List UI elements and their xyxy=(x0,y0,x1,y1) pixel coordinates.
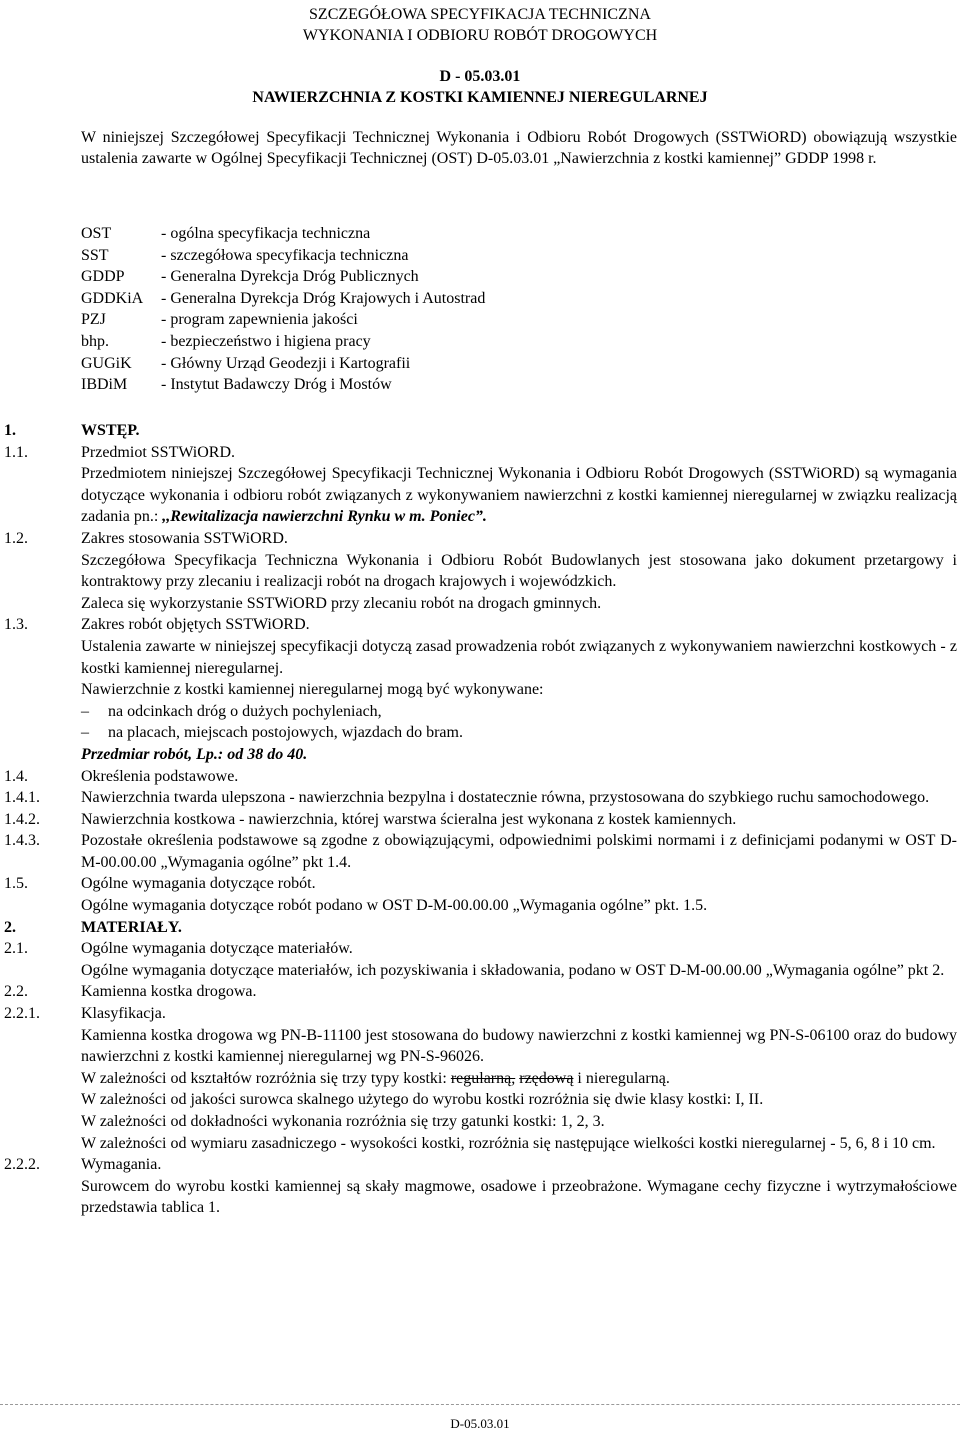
dash-bullet: – xyxy=(81,724,89,742)
list-item: – na odcinkach dróg o dużych pochyleniach, xyxy=(81,701,957,723)
section-number: 1.5. xyxy=(4,875,28,893)
section-1-1-body xyxy=(0,463,960,528)
section-number: 1.2. xyxy=(4,529,28,547)
paragraph: Pozostałe określenia podstawowe są zgodne z obowiązującymi, odpowiednimi polskimi normami i z definicjami podanymi w OST D-M-00.00.00 „Wymagania ogólne” pkt 1.4. xyxy=(81,832,957,871)
section-number: 2.2. xyxy=(4,983,28,1001)
section-1-4-1 xyxy=(0,787,960,809)
paragraph: Nawierzchnia twarda ulepszona - nawierzchnia bezpylna i dostatecznie równa, przystosowana do szybkiego ruchu samochodowego. xyxy=(81,789,930,807)
section-2-2-1-heading xyxy=(0,1003,960,1025)
section-number: 2.2.1. xyxy=(4,1005,40,1023)
section-number: 2.2.2. xyxy=(4,1156,40,1174)
struck-text: regularną, xyxy=(450,1069,516,1087)
abbreviation-row xyxy=(81,309,485,331)
abbr-value: - bezpieczeństwo i higiena pracy xyxy=(161,332,371,350)
paragraph: Nawierzchnie z kostki kamiennej nieregularnej mogą być wykonywane: xyxy=(81,681,544,699)
abbr-key: OST xyxy=(81,225,112,242)
section-title: Zakres robót objętych SSTWiORD. xyxy=(81,616,310,634)
section-title: Ogólne wymagania dotyczące robót. xyxy=(81,875,316,893)
section-number: 1. xyxy=(4,422,16,439)
section-2-1-body xyxy=(0,960,960,982)
abbr-value: - ogólna specyfikacja techniczna xyxy=(161,225,371,242)
section-number: 1.4.2. xyxy=(4,810,40,828)
abbr-value: - Instytut Badawczy Dróg i Mostów xyxy=(161,376,392,394)
section-title: Określenia podstawowe. xyxy=(81,767,239,785)
paragraph: W zależności od wymiaru zasadniczego - wysokości kostki, rozróżnia się następujące wielkości kostki nieregularnej - 5, 6, 8 i 10 cm. xyxy=(81,1134,936,1152)
section-title: Ogólne wymagania dotyczące materiałów. xyxy=(81,940,353,958)
abbr-key: SST xyxy=(81,246,109,264)
abbr-key: GUGiK xyxy=(81,354,132,372)
paragraph: Nawierzchnia kostkowa - nawierzchnia, której warstwa ścieralna jest wykonana z kostek kamiennych. xyxy=(81,810,737,828)
intro-paragraph: W niniejszej Szczegółowej Specyfikacji Technicznej Wykonania i Odbioru Robót Drogowych (SSTWiORD) obowiązują wszystkie ustalenia zawarte w Ogólnej Specyfikacji Technicznej (OST) D-05.03.01 „Nawierzchnia z kostki kamiennej” GDDP 1998 r. xyxy=(81,129,957,167)
paragraph: Szczegółowa Specyfikacja Techniczna Wykonania i Odbioru Robót Budowlanych jest stosowana jako dokument przetargowy i kontraktowy przy zlecaniu i realizacji robót na drogach krajowych i wojewódzkich. xyxy=(81,551,957,591)
section-1-3-heading xyxy=(0,614,960,636)
abbr-value: - Generalna Dyrekcja Dróg Publicznych xyxy=(161,268,419,286)
section-2-2-2-heading xyxy=(0,1154,960,1176)
section-title: Przedmiot SSTWiORD. xyxy=(81,443,236,461)
section-1-2-body xyxy=(0,550,960,615)
paragraph: Kamienna kostka drogowa wg PN-B-11100 jest stosowana do budowy nawierzchni z kostki kamiennej wg PN-S-06100 oraz do budowy nawierzchni z kostki kamiennej nieregularnej wg PN-S-96026. xyxy=(81,1026,957,1066)
section-1-5-body xyxy=(0,895,960,917)
section-title: Kamienna kostka drogowa. xyxy=(81,983,257,1001)
paragraph: Ogólne wymagania dotyczące robót podano w OST D-M-00.00.00 „Wymagania ogólne” pkt. 1.5. xyxy=(81,897,708,915)
abbr-value: - program zapewnienia jakości xyxy=(161,311,358,329)
list-item: – na placach, miejscach postojowych, wjazdach do bram. xyxy=(81,722,957,744)
section-1-1-heading xyxy=(0,442,960,464)
abbr-key: GDDKiA xyxy=(81,289,144,307)
dash-bullet: – xyxy=(81,702,89,720)
abbreviation-row xyxy=(81,374,485,396)
footer-divider xyxy=(0,1404,960,1405)
section-title: WSTĘP. xyxy=(81,422,140,439)
bill-of-quantities-ref: Przedmiar robót, Lp.: od 38 do 40. xyxy=(81,745,308,763)
abbr-value: - Główny Urząd Geodezji i Kartografii xyxy=(161,354,411,372)
doc-header xyxy=(0,4,960,46)
spec-code: D - 05.03.01 xyxy=(439,68,521,85)
section-1-4-heading xyxy=(0,766,960,788)
abbr-key: IBDiM xyxy=(81,376,128,394)
section-2-2-1-body xyxy=(0,1025,960,1155)
abbreviation-row xyxy=(81,245,485,267)
section-number: 1.4.3. xyxy=(4,832,40,850)
doc-title-block xyxy=(0,66,960,108)
paragraph: Przedmiotem niniejszej Szczegółowej Specyfikacji Technicznej Wykonania i Odbioru Robót Drogowych (SSTWiORD) są wymagania dotyczące wykonania i odbioru robót związanych z wykonywaniem nawierzchni z kostki kamiennej nieregularnej w związku realizacją zadania pn.: xyxy=(81,465,957,526)
section-title: MATERIAŁY. xyxy=(81,918,182,936)
project-name: ,,Rewitalizacja nawierzchni Rynku w m. Poniec”. xyxy=(162,508,487,526)
struck-text: rzędową xyxy=(519,1069,574,1087)
abbreviation-list xyxy=(81,223,485,396)
section-title: Wymagania. xyxy=(81,1156,162,1174)
section-title: Zakres stosowania SSTWiORD. xyxy=(81,529,288,547)
section-number: 2. xyxy=(4,918,16,936)
section-1-heading xyxy=(0,420,960,442)
paragraph: Zaleca się wykorzystanie SSTWiORD przy zlecaniu robót na drogach gminnych. xyxy=(81,594,602,612)
paragraph: W zależności od dokładności wykonania rozróżnia się trzy gatunki kostki: 1, 2, 3. xyxy=(81,1113,605,1130)
paragraph: W zależności od kształtów rozróżnia się trzy typy kostki: regularną, rzędową i nieregularną. xyxy=(81,1069,670,1087)
section-1-2-heading xyxy=(0,528,960,550)
abbr-key: GDDP xyxy=(81,268,125,286)
document-body xyxy=(0,420,960,1219)
section-title: Klasyfikacja. xyxy=(81,1005,166,1023)
section-2-2-heading xyxy=(0,981,960,1003)
abbr-key: bhp. xyxy=(81,332,109,350)
section-number: 1.4. xyxy=(4,767,28,785)
section-1-5-heading xyxy=(0,873,960,895)
abbreviation-row xyxy=(81,331,485,353)
abbreviation-row xyxy=(81,288,485,310)
abbr-value: - szczegółowa specyfikacja techniczna xyxy=(161,246,409,264)
section-number: 2.1. xyxy=(4,940,28,958)
header-line-2: WYKONANIA I ODBIORU ROBÓT DROGOWYCH xyxy=(302,27,658,44)
section-2-1-heading xyxy=(0,938,960,960)
section-1-4-2 xyxy=(0,809,960,831)
section-1-3-body xyxy=(0,636,960,766)
abbr-key: PZJ xyxy=(81,311,106,329)
section-2-2-2-body xyxy=(0,1176,960,1219)
paragraph: Ustalenia zawarte w niniejszej specyfikacji dotyczą zasad prowadzenia robót związanych z wykonywaniem nawierzchni kostkowych - z kostki kamiennej nieregularnej. xyxy=(81,637,957,677)
header-line-1: SZCZEGÓŁOWA SPECYFIKACJA TECHNICZNA xyxy=(309,6,651,23)
abbreviation-row xyxy=(81,353,485,375)
section-number: 1.1. xyxy=(4,443,28,461)
abbreviation-row xyxy=(81,223,485,245)
section-1-4-3 xyxy=(0,830,960,873)
spec-title: NAWIERZCHNIA Z KOSTKI KAMIENNEJ NIEREGULARNEJ xyxy=(252,89,708,106)
section-number: 1.4.1. xyxy=(4,789,40,807)
abbreviation-row xyxy=(81,266,485,288)
abbr-value: - Generalna Dyrekcja Dróg Krajowych i Autostrad xyxy=(161,289,486,307)
section-2-heading xyxy=(0,917,960,939)
section-number: 1.3. xyxy=(4,616,28,634)
paragraph: Ogólne wymagania dotyczące materiałów, ich pozyskiwania i składowania, podano w OST D-M-00.00.00 „Wymagania ogólne” pkt 2. xyxy=(81,961,945,979)
paragraph: W zależności od jakości surowca skalnego użytego do wyrobu kostki rozróżnia się dwie klasy kostki: I, II. xyxy=(81,1091,764,1109)
page-footer: D-05.03.01 xyxy=(450,1416,510,1431)
paragraph: Surowcem do wyrobu kostki kamiennej są skały magmowe, osadowe i przeobrażone. Wymagane cechy fizyczne i wytrzymałościowe przedstawia tablica 1. xyxy=(81,1177,957,1217)
